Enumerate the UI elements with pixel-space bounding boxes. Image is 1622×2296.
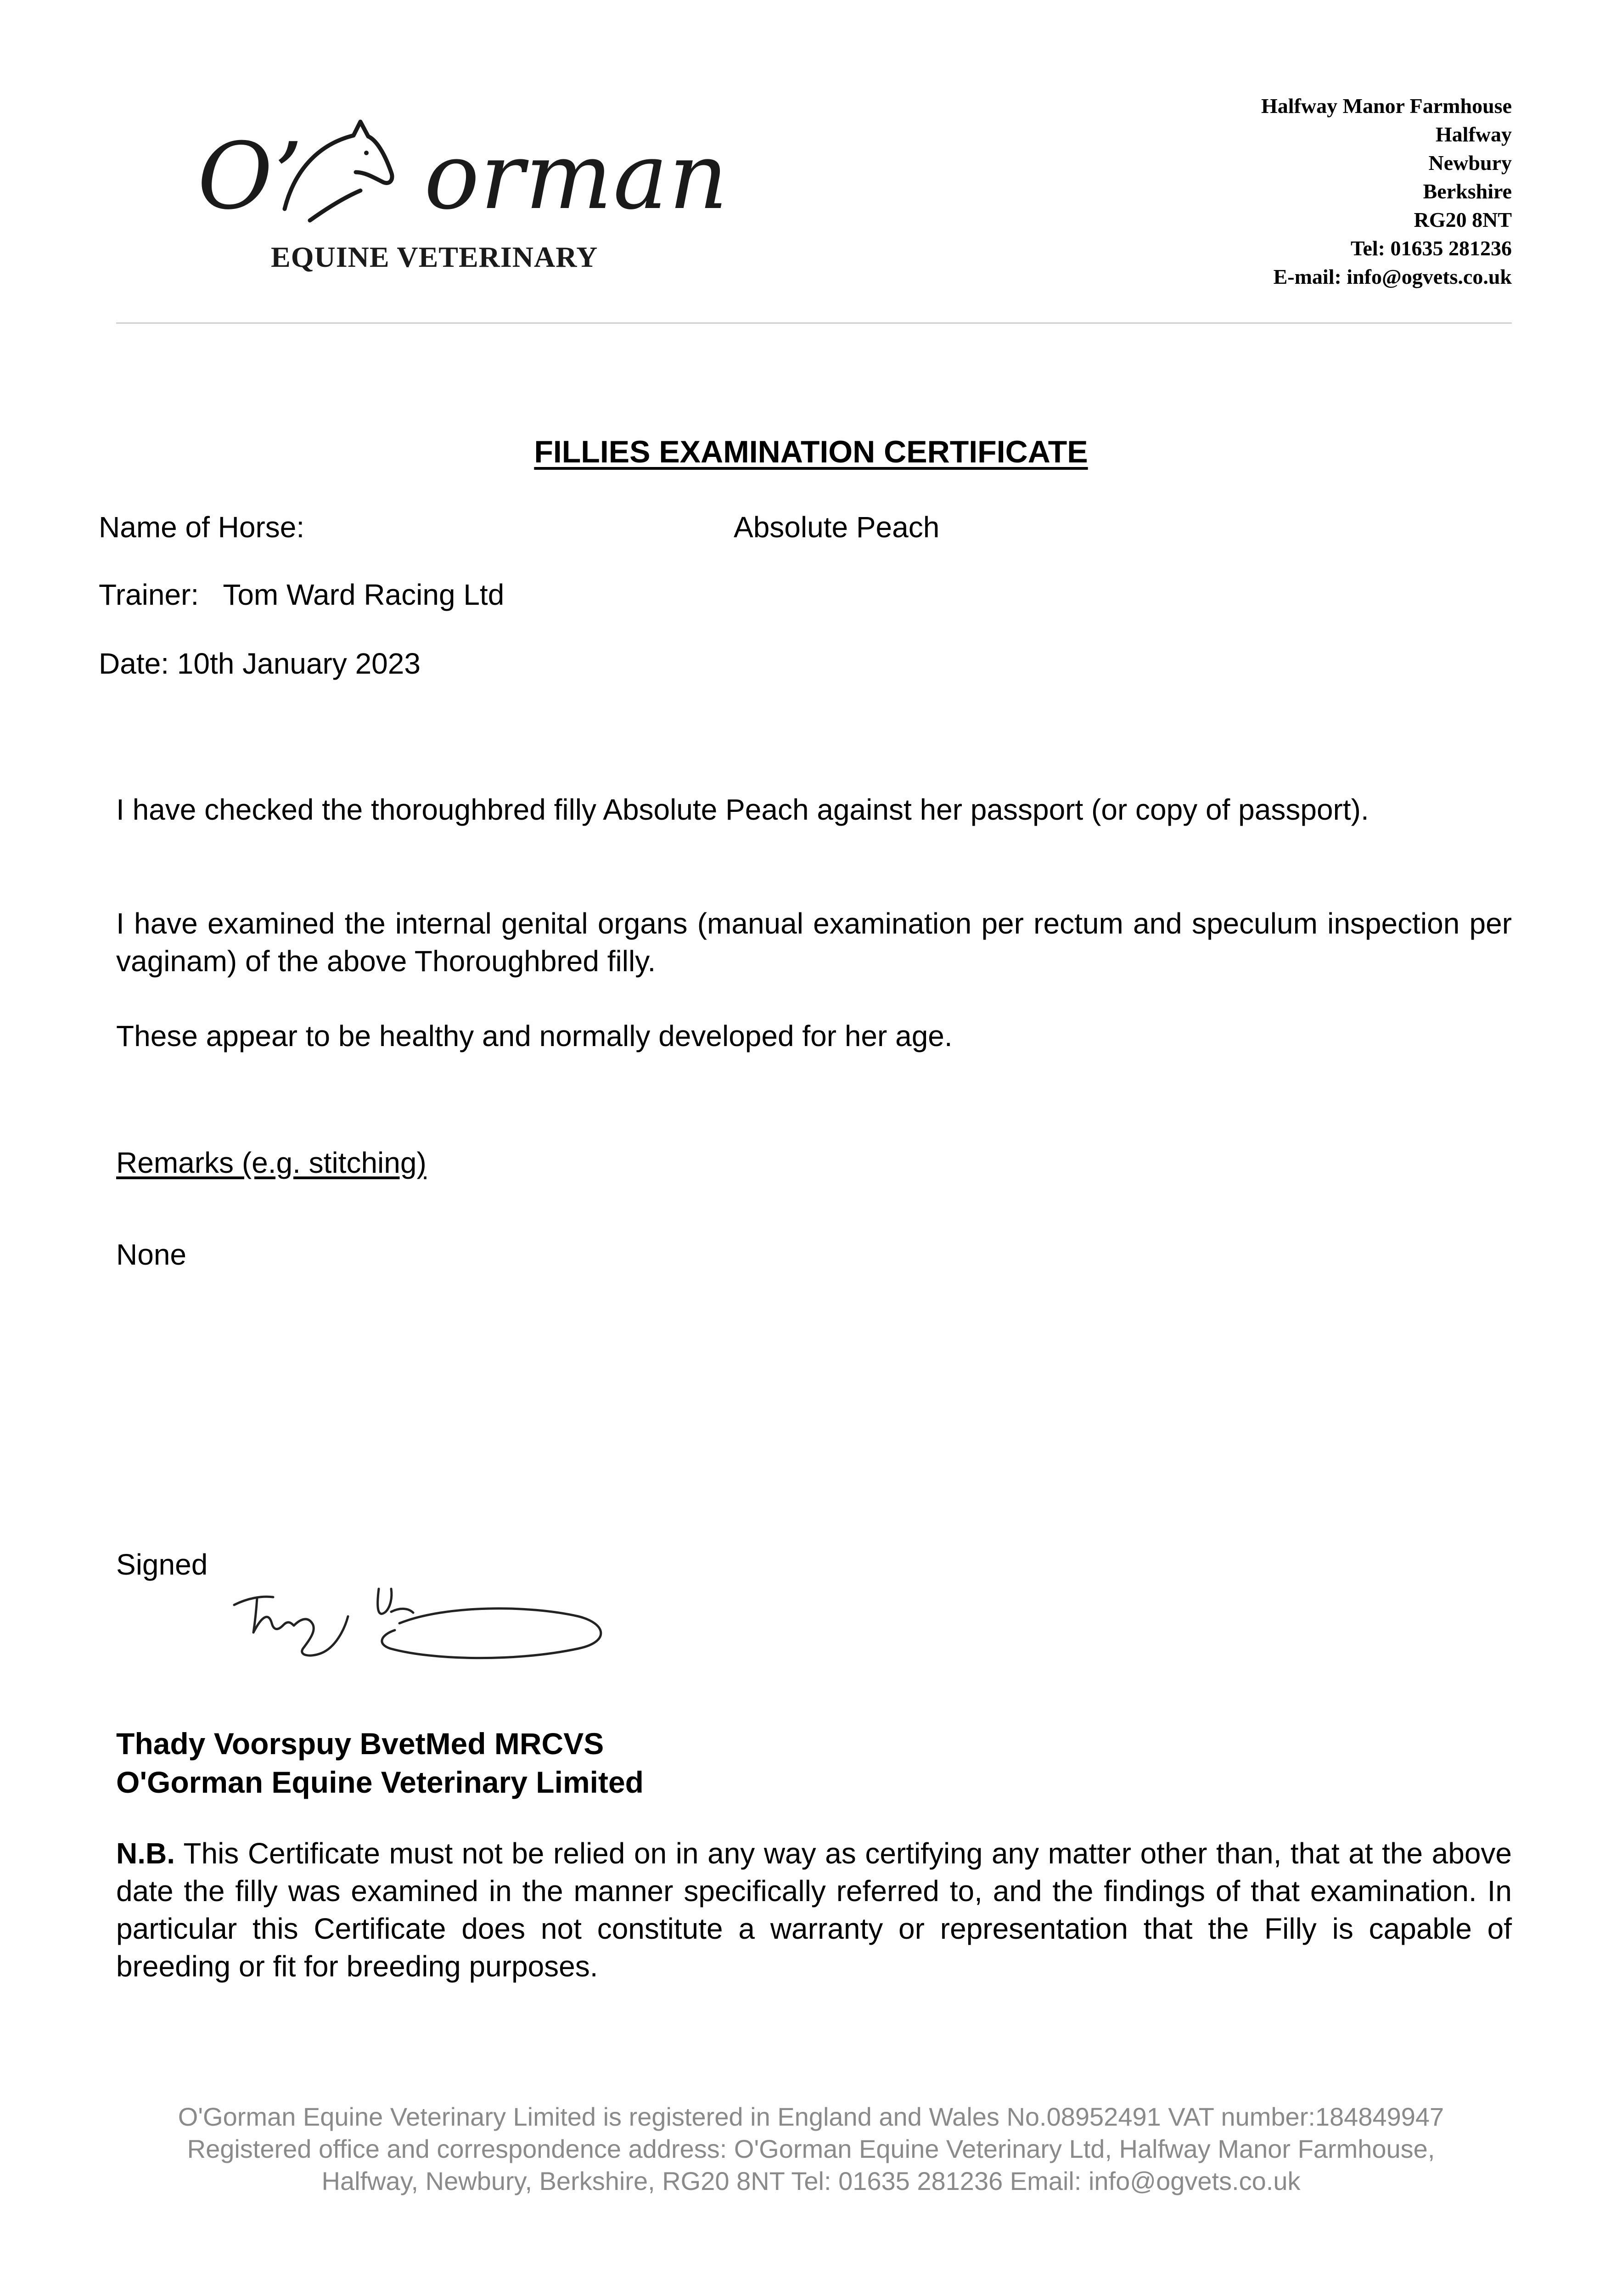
address-block: [1261, 92, 1512, 291]
signer-company: O'Gorman Equine Veterinary Limited: [116, 1765, 644, 1799]
logo-subtitle: EQUINE VETERINARY: [271, 241, 598, 273]
logo-wordmark: O’ orman: [197, 123, 729, 230]
findings-paragraph: These appear to be healthy and normally developed for her age.: [116, 1019, 953, 1052]
handwritten-signature: [230, 1580, 620, 1681]
trainer-field: Trainer: Tom Ward Racing Ltd: [99, 578, 505, 611]
address-line: Newbury: [1428, 151, 1512, 174]
signer-name: Thady Voorspuy BvetMed MRCVS: [116, 1727, 604, 1761]
footer-registration: O'Gorman Equine Veterinary Limited is registered in England and Wales No.08952491 VAT number:184849947: [178, 2102, 1444, 2131]
footer-contact: Halfway, Newbury, Berkshire, RG20 8NT Tel: 01635 281236 Email: info@ogvets.co.uk: [321, 2167, 1301, 2195]
horse-name-label: Name of Horse:: [99, 511, 305, 544]
signed-label: Signed: [116, 1548, 208, 1581]
address-phone: Tel: 01635 281236: [1351, 236, 1512, 260]
address-line: RG20 8NT: [1414, 208, 1512, 231]
footer-office-address: Registered office and correspondence address: O'Gorman Equine Veterinary Ltd, Halfway Manor Farmhouse,: [187, 2134, 1435, 2163]
examination-paragraph: I have examined the internal genital organs (manual examination per rectum and speculum inspection per vaginam) of the above Thoroughbred filly.: [116, 907, 1512, 978]
disclaimer-text: This Certificate must not be relied on in any way as certifying any matter other than, that at the above date the filly was examined in the manner specifically referred to, and the findings of that examination. In particular this Certificate does not constitute a warranty or representation that the Filly is capable of breeding or fit for breeding purposes.: [116, 1837, 1512, 1983]
disclaimer-paragraph: [116, 1835, 1512, 1985]
passport-check-paragraph: I have checked the thoroughbred filly Absolute Peach against her passport (or copy of passport).: [116, 793, 1369, 826]
header-divider: [116, 322, 1512, 324]
disclaimer-prefix: N.B.: [116, 1837, 175, 1870]
company-logo: [193, 103, 729, 287]
date-field: Date: 10th January 2023: [99, 647, 421, 680]
address-line: Halfway: [1435, 123, 1512, 146]
address-email: E-mail: info@ogvets.co.uk: [1273, 265, 1512, 288]
address-line: Halfway Manor Farmhouse: [1261, 94, 1512, 118]
address-line: Berkshire: [1423, 180, 1512, 203]
remarks-value: None: [116, 1238, 186, 1271]
page-title: FILLIES EXAMINATION CERTIFICATE: [534, 434, 1088, 469]
page-footer: [0, 2101, 1622, 2197]
remarks-label: Remarks (e.g. stitching): [116, 1146, 427, 1179]
horse-name-value: Absolute Peach: [734, 511, 940, 544]
